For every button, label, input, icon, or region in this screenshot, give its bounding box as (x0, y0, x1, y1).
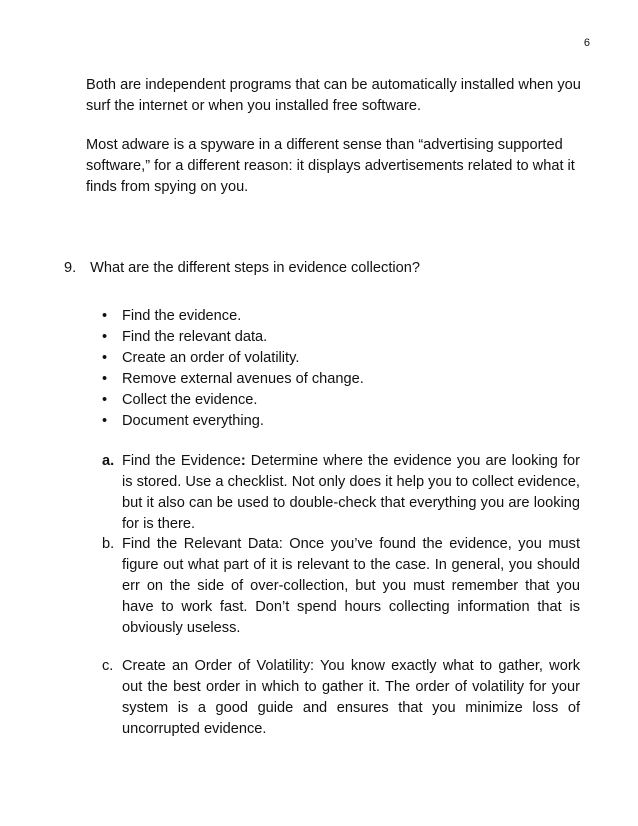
list-item (102, 348, 364, 369)
detail-find-evidence (102, 451, 580, 535)
question-9 (64, 258, 584, 279)
paragraph-independent-programs: Both are independent programs that can be automatically installed when you surf the internet or when you installed free software. (86, 77, 581, 114)
detail-text: Find the Relevant Data: Once you’ve found the evidence, you must figure out what part of it is relevant to the case. In general, you should err on the side of over-collection, but you must remember that you have to work fast. Don’t spend hours collecting information that is obviously useless. (122, 536, 580, 636)
bullet-icon: • (102, 329, 108, 345)
step-text: Find the relevant data. (122, 329, 268, 345)
detail-letter: c. (102, 658, 114, 674)
detail-letter: a. (102, 453, 115, 469)
list-item (102, 327, 364, 348)
bullet-icon: • (102, 392, 108, 408)
detail-title: Find the Evidence (122, 453, 241, 469)
list-item (102, 369, 364, 390)
evidence-steps-list (102, 306, 364, 432)
step-text: Collect the evidence. (122, 392, 258, 408)
bullet-icon: • (102, 413, 108, 429)
bullet-icon: • (102, 371, 108, 387)
list-item (102, 390, 364, 411)
detail-letter: b. (102, 536, 115, 552)
paragraph-adware-spyware: Most adware is a spyware in a different sense than “advertising supported software,” for a different reason: it displays advertisements related to what it finds from spying on you. (86, 137, 575, 195)
step-text: Create an order of volatility. (122, 350, 300, 366)
step-text: Find the evidence. (122, 308, 242, 324)
question-number: 9. (64, 260, 77, 276)
detail-text: Determine where the evidence you are looking for is stored. Use a checklist. Not only does it help you to collect evidence, but it also can be used to double-check that everything you are looking for is there. (122, 453, 580, 532)
detail-text: Create an Order of Volatility: You know exactly what to gather, work out the best order in which to gather it. The order of volatility for your system is a good guide and ensures that you minimize loss of uncorrupted evidence. (122, 658, 580, 737)
detail-body (122, 451, 580, 535)
question-text: What are the different steps in evidence collection? (90, 260, 420, 276)
page-number: 6 (583, 37, 590, 49)
detail-find-relevant-data (102, 534, 580, 639)
step-text: Remove external avenues of change. (122, 371, 364, 387)
bullet-icon: • (102, 308, 108, 324)
step-text: Document everything. (122, 413, 264, 429)
detail-title-colon: : (240, 453, 246, 469)
detail-order-of-volatility (102, 656, 580, 740)
list-item (102, 306, 364, 327)
bullet-icon: • (102, 350, 108, 366)
list-item (102, 411, 364, 432)
